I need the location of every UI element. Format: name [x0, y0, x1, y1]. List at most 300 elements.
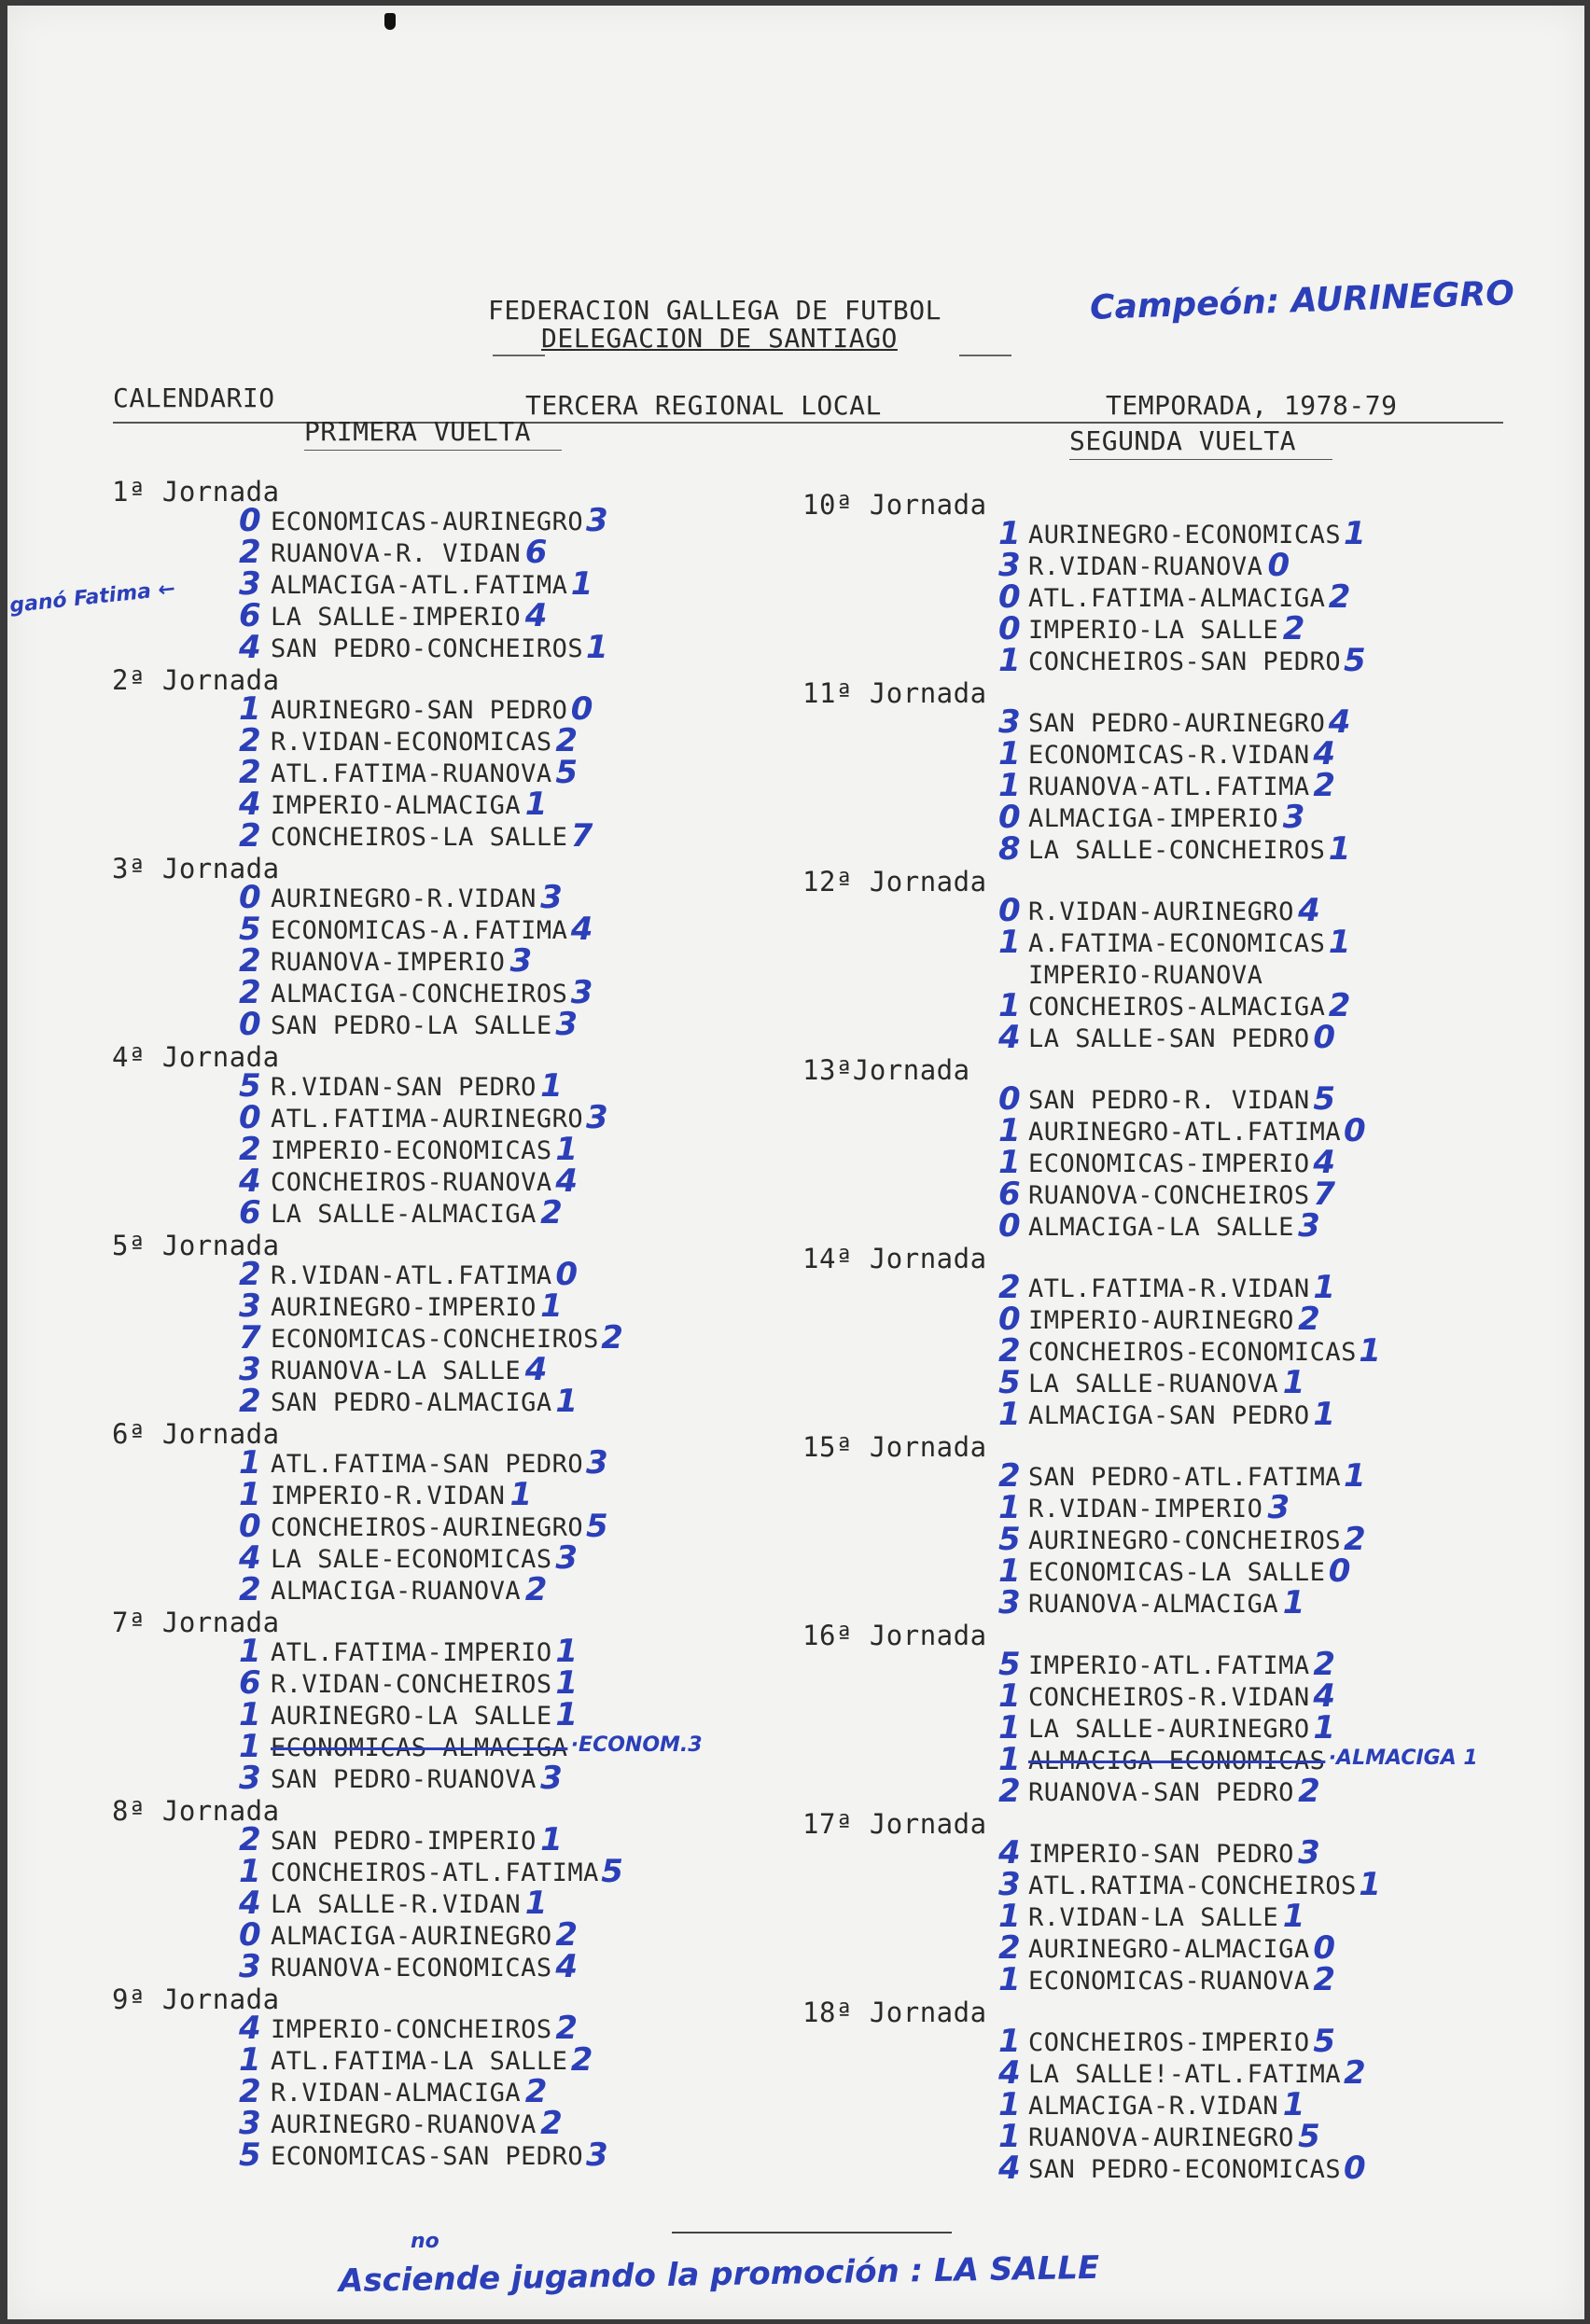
match-teams: AURINEGRO-ECONOMICAS — [1028, 521, 1342, 550]
away-score: 4 — [1313, 1144, 1336, 1181]
away-score: 1 — [1359, 1866, 1381, 1903]
match-teams: IMPERIO-AURINEGRO — [1028, 1306, 1294, 1335]
home-score: 1 — [998, 987, 1021, 1024]
home-score: 4 — [998, 2054, 1021, 2092]
match-teams: SAN PEDRO-ALMACIGA — [271, 1388, 552, 1417]
away-score: 1 — [524, 1885, 548, 1922]
match-teams: R.VIDAN-ATL.FATIMA — [271, 1261, 552, 1290]
away-score: 3 — [586, 502, 608, 539]
away-score: 1 — [1328, 830, 1351, 868]
away-score: 1 — [555, 1383, 579, 1420]
match-teams: ATL.FATIMA-SAN PEDRO — [271, 1450, 584, 1479]
match-teams: LA SALLE-RUANOVA — [1028, 1370, 1279, 1399]
match-teams: ALMACIGA-LA SALLE — [1028, 1213, 1294, 1242]
match-teams: CONCHEIROS-ALMACIGA — [1028, 993, 1326, 1022]
away-score: 4 — [524, 597, 548, 634]
away-score: 2 — [1282, 610, 1305, 647]
home-score: 1 — [239, 1633, 261, 1670]
home-score: 1 — [998, 642, 1021, 679]
away-score: 2 — [555, 722, 579, 759]
match-teams: AURINEGRO-RUANOVA — [271, 2110, 537, 2139]
away-score: 1 — [1313, 1396, 1336, 1433]
home-score: 0 — [998, 1207, 1021, 1245]
match-teams: RUANOVA-CONCHEIROS — [1028, 1181, 1310, 1210]
jornada-label: 7ª Jornada — [112, 1607, 280, 1638]
home-score: 1 — [998, 924, 1021, 961]
champion-note: Campeón: AURINEGRO — [1089, 274, 1515, 327]
match-teams: SAN PEDRO-IMPERIO — [271, 1827, 537, 1856]
first-round-label: PRIMERA VUELTA — [304, 416, 532, 447]
delegation-rule-left — [493, 355, 545, 356]
match-teams: ATL.FATIMA-ALMACIGA — [1028, 584, 1326, 613]
second-round-rule — [1069, 459, 1332, 460]
away-score: 3 — [1298, 1207, 1320, 1245]
jornada-label: 12ª Jornada — [802, 866, 987, 898]
season-label: TEMPORADA, 1978-79 — [1106, 390, 1398, 421]
match-teams: LA SALLE-CONCHEIROS — [1028, 836, 1326, 865]
footer-note: Asciende jugando la promoción : LA SALLE — [338, 2248, 1100, 2301]
jornada-label: 18ª Jornada — [802, 1997, 987, 2028]
home-score: 1 — [998, 1396, 1021, 1433]
away-score: 3 — [1267, 1489, 1290, 1526]
home-score: 1 — [239, 1853, 261, 1890]
home-score: 1 — [998, 1709, 1021, 1746]
home-score: 4 — [239, 1162, 261, 1200]
home-score: 3 — [998, 1866, 1021, 1903]
second-round-label: SEGUNDA VUELTA — [1069, 425, 1297, 456]
home-score: 5 — [998, 1364, 1021, 1401]
home-score: 1 — [239, 2041, 261, 2079]
home-score: 6 — [239, 1664, 261, 1702]
home-score: 1 — [239, 1444, 261, 1482]
match-teams: ECONOMICAS-ALMACIGA — [271, 1733, 568, 1762]
home-score: 2 — [239, 974, 261, 1011]
away-score: 4 — [524, 1351, 548, 1388]
delegation-rule-right — [959, 355, 1011, 356]
hole-mark — [384, 13, 396, 30]
away-score: 0 — [1313, 1929, 1336, 1967]
away-score: 1 — [570, 565, 593, 603]
away-score: 3 — [555, 1006, 579, 1043]
home-score: 6 — [239, 597, 261, 634]
away-score: 1 — [1313, 1269, 1336, 1306]
match-teams: LA SALLE-AURINEGRO — [1028, 1715, 1310, 1744]
home-score: 1 — [998, 735, 1021, 772]
home-score: 2 — [239, 534, 261, 571]
home-score: 3 — [998, 703, 1021, 741]
jornada-label: 2ª Jornada — [112, 664, 280, 696]
match-teams: AURINEGRO-LA SALLE — [271, 1702, 552, 1731]
league-label: TERCERA REGIONAL LOCAL — [525, 390, 882, 421]
jornada-label: 1ª Jornada — [112, 476, 280, 508]
match-teams: ECONOMICAS-IMPERIO — [1028, 1149, 1310, 1178]
away-score: 5 — [601, 1853, 623, 1890]
away-score: 5 — [1298, 2118, 1320, 2155]
away-score: 1 — [1282, 1898, 1305, 1935]
match-teams: ATL.FATIMA-RUANOVA — [271, 759, 552, 788]
match-teams: CONCHEIROS-R.VIDAN — [1028, 1683, 1310, 1712]
away-score: 5 — [555, 754, 579, 791]
match-teams: SAN PEDRO-RUANOVA — [271, 1765, 537, 1794]
match-teams: SAN PEDRO-LA SALLE — [271, 1011, 552, 1040]
home-score: 1 — [239, 1476, 261, 1513]
match-teams: ECONOMICAS-SAN PEDRO — [271, 2142, 584, 2171]
match-teams: ATL.FATIMA-IMPERIO — [271, 1638, 552, 1667]
away-score: 2 — [555, 1916, 579, 1954]
jornada-label: 5ª Jornada — [112, 1230, 280, 1261]
home-score: 2 — [239, 1383, 261, 1420]
away-score: 2 — [540, 1194, 563, 1232]
home-score: 4 — [998, 2150, 1021, 2187]
match-teams: ATL.FATIMA-AURINEGRO — [271, 1105, 584, 1134]
away-score: 1 — [1282, 2086, 1305, 2123]
match-teams: R.VIDAN-LA SALLE — [1028, 1903, 1279, 1932]
home-score: 2 — [239, 1256, 261, 1293]
match-teams: R.VIDAN-AURINEGRO — [1028, 898, 1294, 926]
away-score: ·ALMACIGA 1 — [1328, 1746, 1478, 1770]
home-score: 1 — [998, 1741, 1021, 1778]
calendar-label: CALENDARIO — [113, 383, 275, 413]
match-teams: AURINEGRO-ATL.FATIMA — [1028, 1118, 1342, 1147]
away-score: 1 — [1328, 924, 1351, 961]
away-score: 5 — [1313, 2023, 1336, 2060]
match-teams: SAN PEDRO-CONCHEIROS — [271, 634, 584, 663]
away-score: 2 — [1313, 1646, 1336, 1683]
match-teams: LA SALLE-ALMACIGA — [271, 1200, 537, 1229]
home-score: 2 — [239, 2073, 261, 2110]
away-score: 2 — [1298, 1301, 1320, 1338]
away-score: 1 — [1313, 1709, 1336, 1746]
jornada-label: 8ª Jornada — [112, 1795, 280, 1827]
match-teams: ALMACIGA-CONCHEIROS — [271, 980, 568, 1009]
match-teams: AURINEGRO-SAN PEDRO — [271, 696, 568, 725]
home-score: 0 — [998, 610, 1021, 647]
away-score: 0 — [1267, 547, 1290, 584]
away-score: 4 — [1328, 703, 1351, 741]
match-teams: LA SALLE-SAN PEDRO — [1028, 1024, 1310, 1053]
home-score: 2 — [239, 754, 261, 791]
away-score: 0 — [1344, 1112, 1366, 1149]
match-teams: ATL.FATIMA-LA SALLE — [271, 2047, 568, 2076]
match-teams: AURINEGRO-IMPERIO — [271, 1293, 537, 1322]
home-score: 1 — [998, 2023, 1021, 2060]
match-teams: RUANOVA-ECONOMICAS — [271, 1954, 552, 1983]
match-teams: SAN PEDRO-R. VIDAN — [1028, 1086, 1310, 1115]
away-score: 1 — [540, 1287, 563, 1325]
match-teams: ECONOMICAS-A.FATIMA — [271, 916, 568, 945]
home-score: 1 — [998, 1552, 1021, 1590]
away-score: 2 — [524, 1571, 548, 1608]
match-teams: RUANOVA-ALMACIGA — [1028, 1590, 1279, 1619]
away-score: 2 — [555, 2010, 579, 2047]
home-score: 0 — [239, 879, 261, 916]
away-score: 1 — [555, 1696, 579, 1733]
match-teams: ALMACIGA-SAN PEDRO — [1028, 1401, 1310, 1430]
delegation-title: DELEGACION DE SANTIAGO — [541, 323, 898, 354]
away-score: 3 — [555, 1539, 579, 1577]
home-score: 1 — [998, 2086, 1021, 2123]
home-score: 7 — [239, 1319, 261, 1357]
home-score: 5 — [239, 2136, 261, 2174]
jornada-label: 16ª Jornada — [802, 1620, 987, 1651]
away-score: 3 — [509, 942, 533, 980]
away-score: 1 — [555, 1664, 579, 1702]
match-teams: ATL.FATIMA-R.VIDAN — [1028, 1274, 1310, 1303]
home-score: 4 — [239, 786, 261, 823]
away-score: 4 — [1298, 892, 1320, 929]
footer-rule — [672, 2232, 952, 2234]
match-teams: ECONOMICAS-LA SALLE — [1028, 1558, 1326, 1587]
home-score: 6 — [239, 1194, 261, 1232]
away-score: 1 — [586, 629, 608, 666]
match-teams: IMPERIO-LA SALLE — [1028, 616, 1279, 645]
home-score: 2 — [998, 1457, 1021, 1495]
footer-note-no: no — [411, 2230, 439, 2253]
away-score: 1 — [1359, 1332, 1381, 1370]
away-score: 2 — [1313, 1961, 1336, 1998]
away-score: 5 — [586, 1508, 608, 1545]
home-score: 0 — [998, 799, 1021, 836]
away-score: 4 — [570, 911, 593, 948]
away-score: 0 — [555, 1256, 579, 1293]
match-teams: RUANOVA-R. VIDAN — [271, 539, 522, 568]
away-score: 2 — [570, 2041, 593, 2079]
match-teams: SAN PEDRO-ATL.FATIMA — [1028, 1463, 1342, 1492]
away-score: 3 — [540, 1760, 563, 1797]
home-score: 5 — [998, 1521, 1021, 1558]
match-teams: ALMACIGA-RUANOVA — [271, 1577, 522, 1606]
match-teams: IMPERIO-RUANOVA — [1028, 961, 1263, 990]
home-score: 1 — [998, 2118, 1021, 2155]
jornada-label: 3ª Jornada — [112, 853, 280, 884]
match-teams: SAN PEDRO-AURINEGRO — [1028, 709, 1326, 738]
home-score: 1 — [998, 1112, 1021, 1149]
match-teams: CONCHEIROS-RUANOVA — [271, 1168, 552, 1197]
match-teams: AURINEGRO-R.VIDAN — [271, 884, 537, 913]
jornada-label: 4ª Jornada — [112, 1041, 280, 1073]
home-score: 0 — [998, 1301, 1021, 1338]
match-teams: IMPERIO-ECONOMICAS — [271, 1136, 552, 1165]
home-score: 3 — [239, 1948, 261, 1985]
away-score: 1 — [540, 1067, 563, 1105]
home-score: 2 — [998, 1269, 1021, 1306]
home-score: 0 — [239, 502, 261, 539]
home-score: 3 — [239, 565, 261, 603]
home-score: 1 — [998, 515, 1021, 552]
home-score: 0 — [998, 578, 1021, 616]
match-teams: ALMACIGA-IMPERIO — [1028, 804, 1279, 833]
away-score: 1 — [509, 1476, 533, 1513]
home-score: 2 — [998, 1773, 1021, 1810]
jornada-label: 17ª Jornada — [802, 1808, 987, 1840]
match-teams: ECONOMICAS-CONCHEIROS — [271, 1325, 599, 1354]
away-score: 1 — [1282, 1584, 1305, 1621]
away-score: 1 — [1282, 1364, 1305, 1401]
match-teams: CONCHEIROS-ECONOMICAS — [1028, 1338, 1357, 1367]
match-teams: IMPERIO-CONCHEIROS — [271, 2015, 552, 2044]
match-teams: RUANOVA-LA SALLE — [271, 1357, 522, 1385]
match-teams: AURINEGRO-CONCHEIROS — [1028, 1526, 1342, 1555]
home-score: 5 — [239, 1067, 261, 1105]
match-teams: ALMACIGA-ECONOMICAS — [1028, 1746, 1326, 1775]
away-score: 3 — [586, 1099, 608, 1136]
match-teams: RUANOVA-ATL.FATIMA — [1028, 772, 1310, 801]
match-teams: IMPERIO-ATL.FATIMA — [1028, 1651, 1310, 1680]
away-score: 7 — [1313, 1176, 1336, 1213]
away-score: 2 — [1328, 987, 1351, 1024]
away-score: 3 — [540, 879, 563, 916]
jornada-label: 10ª Jornada — [802, 489, 987, 521]
home-score: 2 — [998, 1332, 1021, 1370]
match-teams: ALMACIGA-R.VIDAN — [1028, 2092, 1279, 2121]
match-teams: ATL.RATIMA-CONCHEIROS — [1028, 1872, 1357, 1900]
match-teams: SAN PEDRO-ECONOMICAS — [1028, 2155, 1342, 2184]
away-score: 2 — [1313, 767, 1336, 804]
home-score: 1 — [239, 1696, 261, 1733]
away-score: 1 — [1344, 1457, 1366, 1495]
away-score: 4 — [1313, 735, 1336, 772]
home-score: 3 — [239, 1351, 261, 1388]
away-score: 1 — [524, 786, 548, 823]
away-score: 1 — [1344, 515, 1366, 552]
away-score: 2 — [524, 2073, 548, 2110]
away-score: 0 — [570, 690, 593, 728]
match-teams: ECONOMICAS-R.VIDAN — [1028, 741, 1310, 770]
home-score: 2 — [239, 817, 261, 855]
jornada-label: 9ª Jornada — [112, 1983, 280, 2015]
away-score: 1 — [555, 1633, 579, 1670]
away-score: 5 — [1344, 642, 1366, 679]
home-score: 0 — [239, 1006, 261, 1043]
home-score: 3 — [239, 1287, 261, 1325]
match-teams: LA SALLE!-ATL.FATIMA — [1028, 2060, 1342, 2089]
home-score: 1 — [998, 1961, 1021, 1998]
away-score: 2 — [540, 2105, 563, 2142]
home-score: 3 — [998, 547, 1021, 584]
away-score: 3 — [570, 974, 593, 1011]
home-score: 4 — [239, 2010, 261, 2047]
home-score: 1 — [998, 1898, 1021, 1935]
match-teams: IMPERIO-R.VIDAN — [271, 1482, 506, 1510]
home-score: 3 — [998, 1584, 1021, 1621]
match-teams: LA SALLE-IMPERIO — [271, 603, 522, 632]
home-score: 4 — [239, 629, 261, 666]
away-score: 7 — [570, 817, 593, 855]
match-teams: R.VIDAN-CONCHEIROS — [271, 1670, 552, 1699]
match-teams: IMPERIO-ALMACIGA — [271, 791, 522, 820]
away-score: 5 — [1313, 1080, 1336, 1118]
home-score: 0 — [998, 1080, 1021, 1118]
jornada-label: 11ª Jornada — [802, 677, 987, 709]
match-teams: ECONOMICAS-RUANOVA — [1028, 1967, 1310, 1996]
away-score: 2 — [1298, 1773, 1320, 1810]
home-score: 3 — [239, 1760, 261, 1797]
home-score: 2 — [239, 1131, 261, 1168]
match-teams: R.VIDAN-IMPERIO — [1028, 1495, 1263, 1524]
match-teams: A.FATIMA-ECONOMICAS — [1028, 929, 1326, 958]
home-score: 1 — [998, 1144, 1021, 1181]
home-score: 0 — [239, 1508, 261, 1545]
away-score: 4 — [555, 1162, 579, 1200]
match-teams: LA SALLE-R.VIDAN — [271, 1890, 522, 1919]
away-score: 2 — [601, 1319, 623, 1357]
away-score: 0 — [1344, 2150, 1366, 2187]
match-teams: RUANOVA-AURINEGRO — [1028, 2123, 1294, 2152]
away-score: 1 — [540, 1821, 563, 1858]
home-score: 4 — [239, 1885, 261, 1922]
home-score: 6 — [998, 1176, 1021, 1213]
jornada-label: 13ªJornada — [802, 1054, 970, 1086]
match-teams: AURINEGRO-ALMACIGA — [1028, 1935, 1310, 1964]
away-score: 2 — [1344, 1521, 1366, 1558]
match-teams: CONCHEIROS-IMPERIO — [1028, 2028, 1310, 2057]
match-teams: R.VIDAN-SAN PEDRO — [271, 1073, 537, 1102]
home-score: 1 — [998, 767, 1021, 804]
match-teams: IMPERIO-SAN PEDRO — [1028, 1840, 1294, 1869]
away-score: ·ECONOM.3 — [570, 1733, 703, 1757]
match-teams: R.VIDAN-ALMACIGA — [271, 2079, 522, 2108]
match-teams: CONCHEIROS-LA SALLE — [271, 823, 568, 852]
away-score: 1 — [555, 1131, 579, 1168]
match-teams: ALMACIGA-ATL.FATIMA — [271, 571, 568, 600]
home-score: 4 — [998, 1019, 1021, 1056]
away-score: 3 — [1282, 799, 1305, 836]
home-score: 4 — [239, 1539, 261, 1577]
home-score: 2 — [998, 1929, 1021, 1967]
away-score: 2 — [1328, 578, 1351, 616]
away-score: 0 — [1328, 1552, 1351, 1590]
away-score: 6 — [524, 534, 548, 571]
home-score: 1 — [239, 1728, 261, 1765]
match-teams: RUANOVA-SAN PEDRO — [1028, 1778, 1294, 1807]
match-teams: CONCHEIROS-AURINEGRO — [271, 1513, 584, 1542]
home-score: 5 — [239, 911, 261, 948]
home-score: 8 — [998, 830, 1021, 868]
away-score: 3 — [1298, 1834, 1320, 1872]
match-teams: ALMACIGA-AURINEGRO — [271, 1922, 552, 1951]
away-score: 3 — [586, 1444, 608, 1482]
home-score: 1 — [998, 1489, 1021, 1526]
first-round-rule — [304, 450, 562, 451]
home-score: 2 — [239, 1821, 261, 1858]
home-score: 3 — [239, 2105, 261, 2142]
home-score: 0 — [998, 892, 1021, 929]
home-score: 2 — [239, 942, 261, 980]
jornada-label: 14ª Jornada — [802, 1243, 987, 1274]
side-note: ganó Fatima ← — [8, 577, 177, 619]
home-score: 1 — [239, 690, 261, 728]
match-teams: ECONOMICAS-AURINEGRO — [271, 508, 584, 536]
match-teams: CONCHEIROS-SAN PEDRO — [1028, 647, 1342, 676]
away-score: 2 — [1344, 2054, 1366, 2092]
home-score: 4 — [998, 1834, 1021, 1872]
match-teams: CONCHEIROS-ATL.FATIMA — [271, 1858, 599, 1887]
away-score: 4 — [1313, 1677, 1336, 1715]
federation-title: FEDERACION GALLEGA DE FUTBOL — [488, 295, 942, 326]
document-page — [7, 6, 1584, 2319]
home-score: 2 — [239, 722, 261, 759]
home-score: 2 — [239, 1571, 261, 1608]
home-score: 0 — [239, 1916, 261, 1954]
match-teams: LA SALE-ECONOMICAS — [271, 1545, 552, 1574]
jornada-label: 15ª Jornada — [802, 1431, 987, 1463]
home-score: 0 — [239, 1099, 261, 1136]
away-score: 3 — [586, 2136, 608, 2174]
home-score: 1 — [998, 1677, 1021, 1715]
away-score: 4 — [555, 1948, 579, 1985]
match-teams: R.VIDAN-ECONOMICAS — [271, 728, 552, 757]
match-teams: R.VIDAN-RUANOVA — [1028, 552, 1263, 581]
